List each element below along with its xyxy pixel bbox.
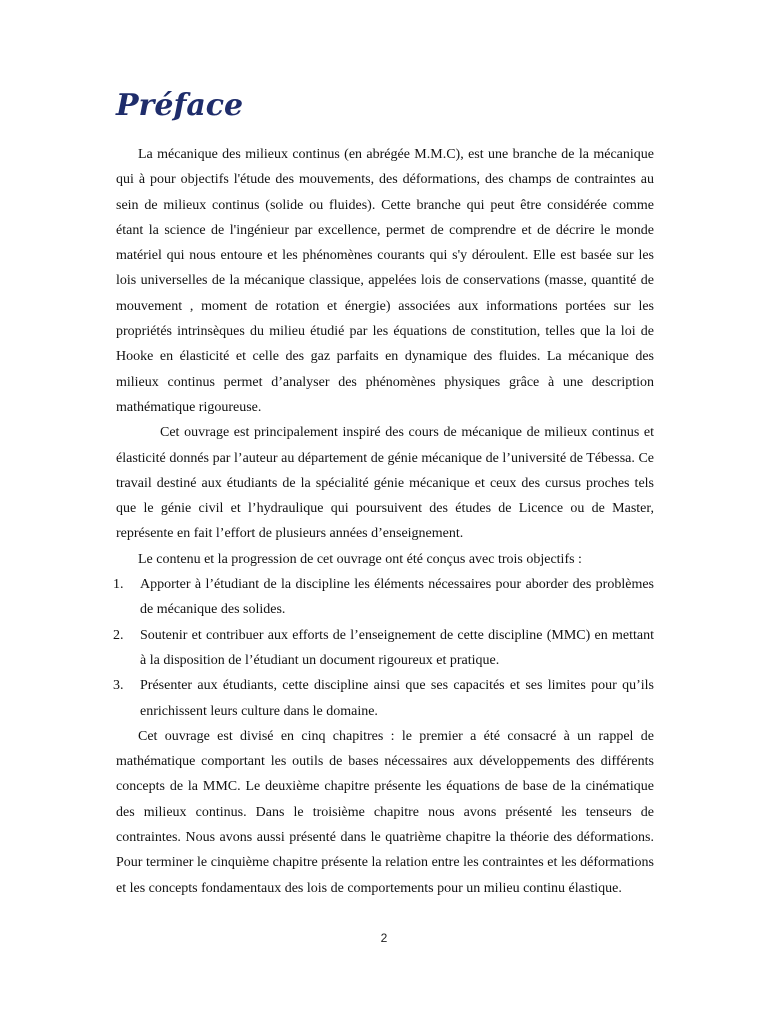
paragraph-outline: Cet ouvrage est divisé en cinq chapitres : le premier a été consacré à un rappel de mathématique comportant les outils de bases nécessaires aux développements des différents concepts de la MMC. Le deuxième chapitre présente les équations de base de la cinématique des milieux continus. Dans le troisième chapitre nous avons présenté les tenseurs de contraintes. Nous avons aussi présenté dans le quatrième chapitre la théorie des déformations. Pour terminer le cinquième chapitre présente la relation entre les contraintes et les déformations et les concepts fondamentaux des lois de comportements pour un milieu continu élastique.: [116, 728, 654, 896]
list-item-text: Soutenir et contribuer aux efforts de l’enseignement de cette discipline (MMC) en mettant à la disposition de l’étudiant un document rigoureux et pratique.: [140, 627, 654, 668]
objectives-list: [113, 572, 654, 724]
list-item-number: 1.: [113, 577, 124, 593]
list-item: [113, 673, 654, 724]
paragraph-intro: La mécanique des milieux continus (en abrégée M.M.C), est une branche de la mécanique qui à pour objectifs l'étude des mouvements, des déformations, des champs de contraintes au sein de milieux continus (solide ou fluides). Cette branche qui peut être considérée comme étant la science de l'ingénieur par excellence, permet de comprendre et de décrire le monde matériel qui nous entoure et les phénomènes courants qui s'y déroulent. Elle est basée sur les lois universelles de la mécanique classique, appelées lois de conservations (masse, quantité de mouvement , moment de rotation et énergie) associées aux informations portées sur les propriétés intrinsèques du milieu étudié par les équations de constitution, telles que la loi de Hooke en élasticité et celle des gaz parfaits en dynamique des fluides. La mécanique des milieux continus permet d’analyser des phénomènes physiques grâce à une description mathématique rigoureuse.: [116, 147, 654, 415]
list-item-text: Présenter aux étudiants, cette discipline ainsi que ses capacités et ses limites pour qu’ils enrichissent leurs culture dans le domaine.: [140, 678, 654, 719]
page-title: Préface: [116, 88, 244, 123]
paragraph-objectives-intro: Le contenu et la progression de cet ouvrage ont été conçus avec trois objectifs :: [138, 551, 582, 567]
list-item: [113, 572, 654, 623]
list-item-number: 3.: [113, 678, 124, 694]
page-number: 2: [380, 931, 388, 945]
paragraph-origin: Cet ouvrage est principalement inspiré des cours de mécanique de milieux continus et élasticité donnés par l’auteur au département de génie mécanique de l’université de Tébessa. Ce travail destiné aux étudiants de la spécialité génie mécanique et ceux des cursus proches tels que le génie civil et l’hydraulique qui poursuivent des études de Licence ou de Master, représente en fait l’effort de plusieurs années d’enseignement.: [116, 425, 654, 542]
list-item: [113, 623, 654, 674]
list-item-text: Apporter à l’étudiant de la discipline les éléments nécessaires pour aborder des problèmes de mécanique des solides.: [140, 577, 654, 618]
preface-body: [113, 142, 654, 901]
list-item-number: 2.: [113, 627, 124, 643]
